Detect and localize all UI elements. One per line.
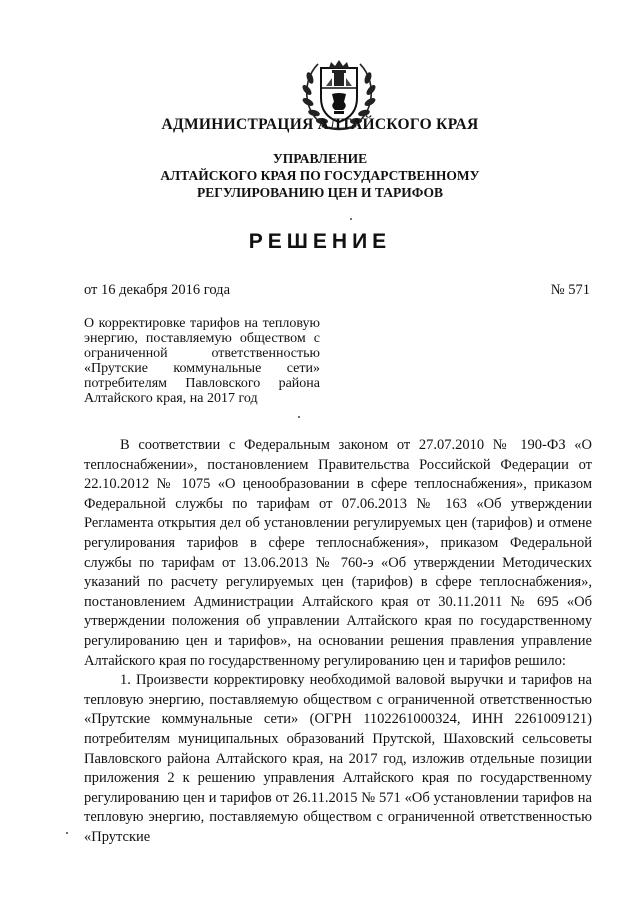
scan-speck	[350, 218, 352, 220]
body-paragraph-preamble: В соответствии с Федеральным законом от 27.07.2010 № 190-ФЗ «О теплоснабжении», постановлением Правительства Российской Федерации от 22.10.2012 № 1075 «О ценообразовании в сфере теплоснабжения», приказом Федеральной службы по тарифам от 07.06.2013 № 163 «Об утверждении Регламента открытия дел об установлении регулируемых цен (тарифов) и отмене регулирования тарифов в сфере теплоснабжения», приказом Федеральной службы по тарифам от 13.06.2013 № 760-э «Об утверждении Методических указаний по расчету регулируемых цен (тарифов) в сфере теплоснабжения», постановлением Администрации Алтайского края от 30.11.2011 № 695 «Об утверждении положения об управлении Алтайского края по государственному регулированию цен и тарифов», на основании решения правления управление Алтайского края по государственному регулированию цен и тарифов решило:	[84, 437, 592, 669]
decision-title: РЕШЕНИЕ	[248, 230, 392, 253]
scan-speck	[66, 832, 68, 834]
body-paragraph-item-1: 1. Произвести корректировку необходимой валовой выручки и тарифов на тепловую энергию, поставляемую обществом с ограниченной ответственностью «Прутские коммунальные сети» (ОГРН 1102261000324, ИНН 2261009121) потребителям муниципальных образований Прутской, Шаховский сельсоветы Павловского района Алтайского края, на 2017 год, изложив отдельные позиции приложения 2 к решению управления Алтайского края по государственному регулированию цен и тарифов от 26.11.2015 № 571 «Об установлении тарифов на тепловую энергию, поставляемую обществом с ограниченной ответственностью «Прутские	[84, 672, 592, 845]
department-title	[0, 150, 640, 201]
decision-number: № 571	[550, 282, 590, 298]
department-line-1: УПРАВЛЕНИЕ	[272, 151, 368, 166]
decision-date: от 16 декабря 2016 года	[84, 282, 230, 298]
decision-subject: О корректировке тарифов на тепловую энергию, поставляемую обществом с ограниченной ответственностью «Прутские коммунальные сети» потребителям Павловского района Алтайского края, на 2017 год	[84, 316, 320, 406]
decision-body	[84, 436, 592, 847]
department-line-3: РЕГУЛИРОВАНИЮ ЦЕН И ТАРИФОВ	[196, 185, 444, 200]
scan-speck	[298, 416, 300, 418]
department-line-2: АЛТАЙСКОГО КРАЯ ПО ГОСУДАРСТВЕННОМУ	[160, 168, 480, 183]
administration-title: АДМИНИСТРАЦИЯ АЛТАЙСКОГО КРАЯ	[161, 116, 479, 133]
